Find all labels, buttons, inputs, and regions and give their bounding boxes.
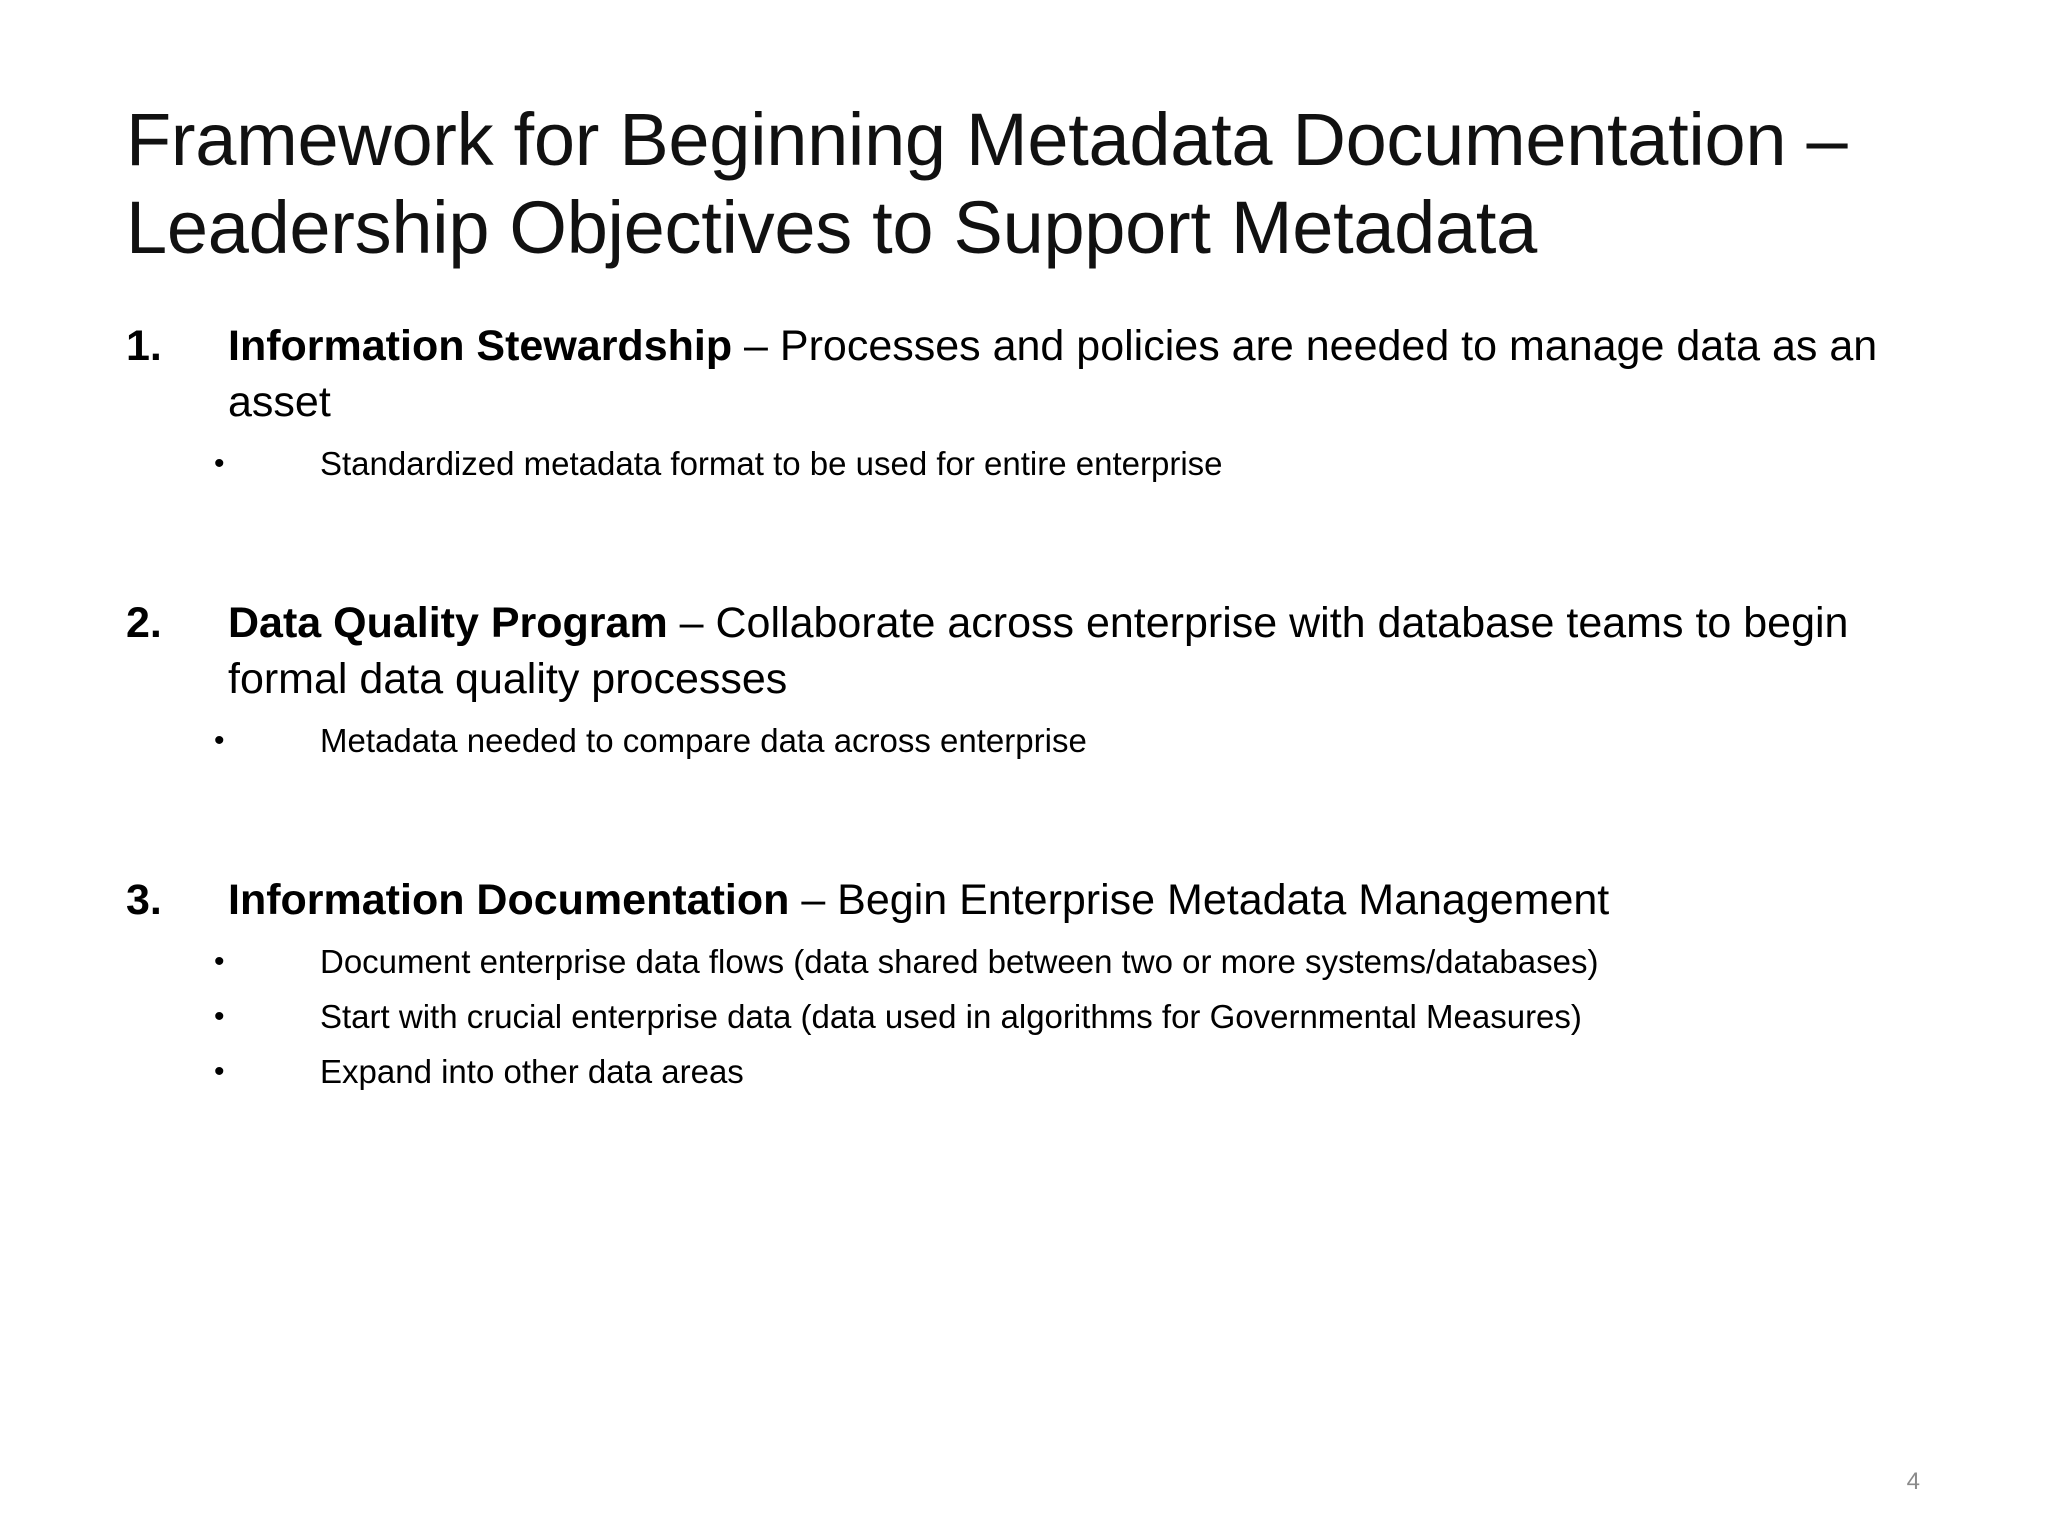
slide-title-line-1: Framework for Beginning Metadata Documentation –	[126, 98, 1848, 181]
page-number: 4	[1906, 1468, 1920, 1495]
objective-1	[126, 318, 1946, 491]
list-item	[126, 436, 1946, 491]
objective-2-description: – Collaborate across enterprise with database teams to begin formal data quality processes	[228, 599, 1849, 703]
bullet-text: Standardized metadata format to be used for entire enterprise	[320, 445, 1223, 482]
bullet-text: Document enterprise data flows (data shared between two or more systems/databases)	[320, 943, 1599, 980]
objective-3-number: 3.	[126, 876, 162, 924]
bullet-icon: •	[214, 724, 225, 757]
objective-1-heading: Information Stewardship	[228, 322, 733, 370]
objective-3-bullets	[126, 934, 1946, 1099]
list-item	[126, 1044, 1946, 1099]
list-item	[126, 713, 1946, 768]
bullet-text: Expand into other data areas	[320, 1053, 744, 1090]
objective-3-text	[126, 872, 1946, 928]
objective-1-description: – Processes and policies are needed to manage data as an asset	[228, 322, 1878, 426]
slide-title	[126, 96, 1946, 272]
bullet-text: Start with crucial enterprise data (data used in algorithms for Governmental Measures)	[320, 998, 1582, 1035]
bullet-icon: •	[214, 945, 225, 978]
objective-2	[126, 595, 1946, 768]
bullet-icon: •	[214, 1000, 225, 1033]
objective-3-heading: Information Documentation	[228, 876, 790, 924]
objective-2-number: 2.	[126, 599, 162, 647]
objective-1-text	[126, 318, 1946, 430]
objective-2-heading: Data Quality Program	[228, 599, 668, 647]
slide-title-line-2: Leadership Objectives to Support Metadata	[126, 186, 1538, 269]
bullet-icon: •	[214, 1055, 225, 1088]
objective-2-text	[126, 595, 1946, 707]
list-item	[126, 934, 1946, 989]
objective-2-bullets	[126, 713, 1946, 768]
objective-1-number: 1.	[126, 322, 162, 370]
objective-1-bullets	[126, 436, 1946, 491]
bullet-text: Metadata needed to compare data across enterprise	[320, 722, 1087, 759]
bullet-icon: •	[214, 447, 225, 480]
content-body	[126, 318, 1946, 1099]
objective-3	[126, 872, 1946, 1099]
objective-3-description: – Begin Enterprise Metadata Management	[789, 876, 1610, 924]
list-item	[126, 989, 1946, 1044]
